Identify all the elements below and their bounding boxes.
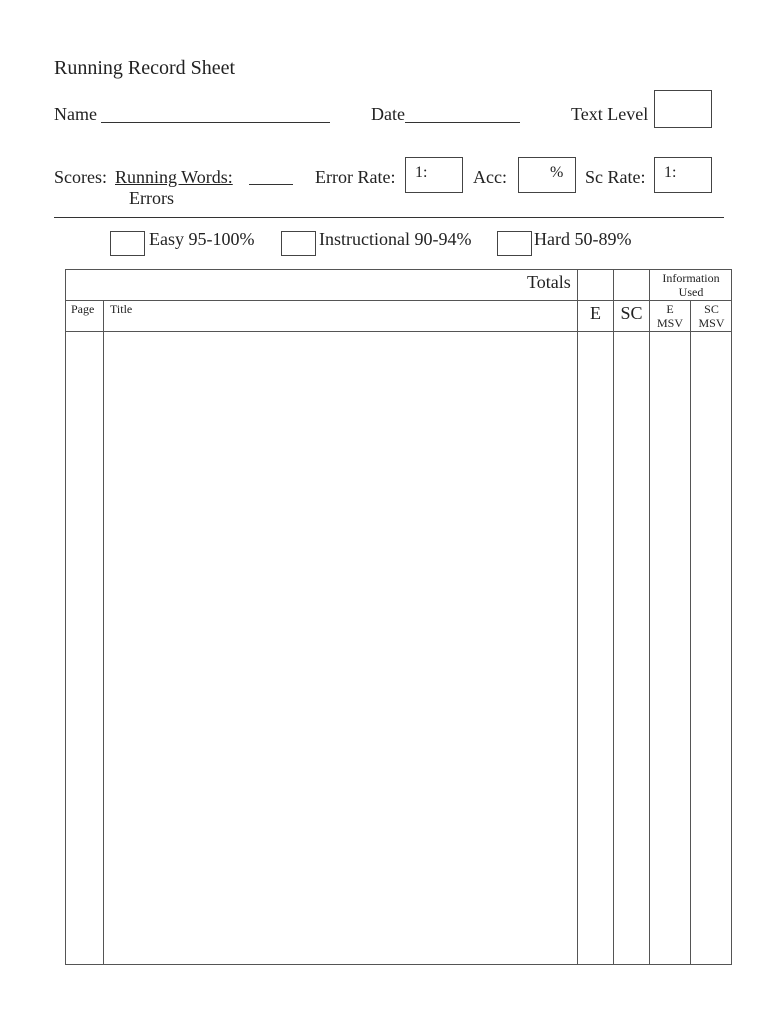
col-title-header: Title bbox=[110, 302, 133, 316]
scores-label: Scores: bbox=[54, 167, 107, 187]
acc-label: Acc: bbox=[473, 167, 507, 187]
col-sc-msv-header-1: SC bbox=[704, 302, 719, 316]
info-used-label-2: Used bbox=[678, 285, 704, 299]
col-sc-msv-header-2: MSV bbox=[698, 316, 725, 330]
title-col-divider bbox=[577, 269, 578, 965]
sc-rate-label: Sc Rate: bbox=[585, 167, 646, 187]
col-e-header: E bbox=[590, 303, 601, 323]
page-title: Running Record Sheet bbox=[54, 57, 236, 79]
e-col-divider bbox=[613, 269, 614, 965]
acc-suffix: % bbox=[550, 164, 564, 181]
hard-checkbox[interactable] bbox=[497, 231, 532, 256]
col-sc-header: SC bbox=[620, 303, 643, 323]
sc-rate-prefix: 1: bbox=[664, 164, 677, 181]
col-page-header: Page bbox=[71, 302, 95, 316]
error-rate-label: Error Rate: bbox=[315, 167, 396, 187]
error-rate-box[interactable] bbox=[405, 157, 463, 193]
name-field[interactable] bbox=[101, 122, 330, 123]
easy-checkbox[interactable] bbox=[110, 231, 145, 256]
msv-col-divider bbox=[690, 300, 691, 965]
col-e-msv-header-1: E bbox=[666, 302, 674, 316]
record-body-area[interactable] bbox=[104, 332, 577, 964]
col-e-msv-header-2: MSV bbox=[656, 316, 683, 330]
instructional-label: Instructional 90-94% bbox=[319, 229, 472, 249]
errors-label: Errors bbox=[129, 188, 174, 208]
section-divider bbox=[54, 217, 724, 218]
info-used-label-1: Information bbox=[662, 271, 720, 285]
acc-box[interactable] bbox=[518, 157, 576, 193]
text-level-label: Text Level bbox=[571, 104, 649, 124]
instructional-checkbox[interactable] bbox=[281, 231, 316, 256]
date-label: Date bbox=[371, 104, 405, 124]
running-words-field[interactable] bbox=[249, 184, 293, 185]
name-label: Name bbox=[54, 104, 97, 124]
sc-rate-box[interactable] bbox=[654, 157, 712, 193]
totals-label: Totals bbox=[527, 272, 571, 292]
error-rate-prefix: 1: bbox=[415, 164, 428, 181]
hard-label: Hard 50-89% bbox=[534, 229, 632, 249]
easy-label: Easy 95-100% bbox=[149, 229, 255, 249]
header-divider bbox=[65, 300, 732, 301]
date-field[interactable] bbox=[405, 122, 520, 123]
running-words-label: Running Words: bbox=[115, 167, 233, 187]
text-level-box[interactable] bbox=[654, 90, 712, 128]
sc-col-divider bbox=[649, 269, 650, 965]
